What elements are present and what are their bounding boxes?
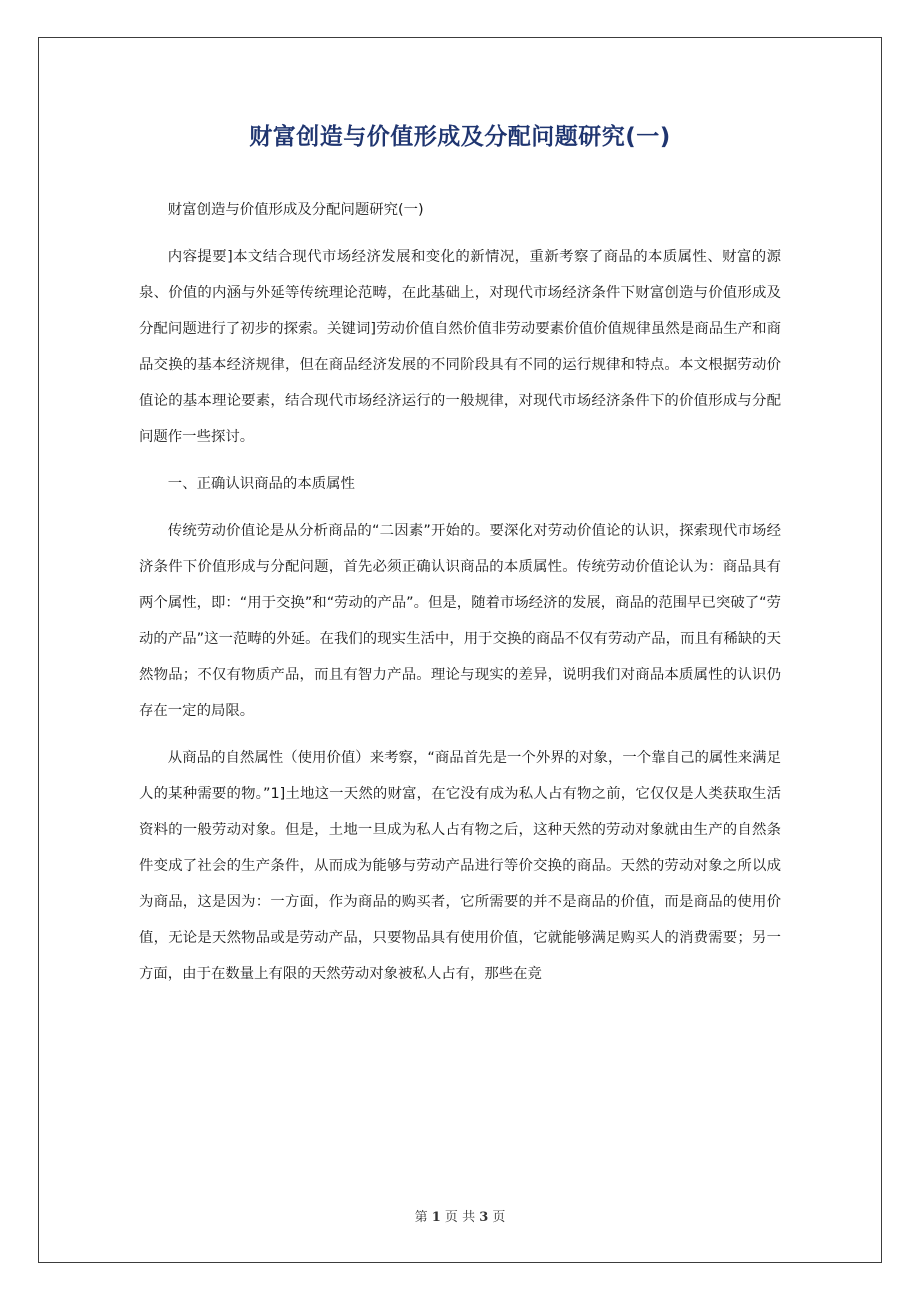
section-heading: 一、正确认识商品的本质属性 — [167, 476, 355, 492]
paragraph-body: 传统劳动价值论是从分析商品的“二因素”开始的。要深化对劳动价值论的认识，探索现代市场经济条件下价值形成与分配问题，首先必须正确认识商品的本质属性。传统劳动价值论认为：商品具有两个属性，即：“用于交换”和“劳动的产品”。但是，随着市场经济的发展，商品的范围早已突破了“劳动的产品”这一范畴的外延。在我们的现实生活中，用于交换的商品不仅有劳动产品，而且有稀缺的天然物品；不仅有物质产品，而且有智力产品。理论与现实的差异，说明我们对商品本质属性的认识仍存在一定的局限。 — [139, 523, 781, 719]
page-prefix: 第 — [414, 1210, 428, 1225]
paragraph-abstract: 内容提要]本文结合现代市场经济发展和变化的新情况，重新考察了商品的本质属性、财富的源泉、价值的内涵与外延等传统理论范畴，在此基础上，对现代市场经济条件下财富创造与价值形成及分配问题进行了初步的探索。关键词]劳动价值自然价值非劳动要素价值价值规律虽然是商品生产和商品交换的基本经济规律，但在商品经济发展的不同阶段具有不同的运行规律和特点。本文根据劳动价值论的基本理论要素，结合现代市场经济运行的一般规律，对现代市场经济条件下的价值形成与分配问题作一些探讨。 — [139, 249, 781, 445]
document-title: 财富创造与价值形成及分配问题研究(一) — [249, 124, 671, 150]
paragraph-body: 从商品的自然属性（使用价值）来考察，“商品首先是一个外界的对象，一个靠自己的属性来满足人的某种需要的物。”1]土地这一天然的财富，在它没有成为私人占有物之前，它仅仅是人类获取生活资料的一般劳动对象。但是，土地一旦成为私人占有物之后，这种天然的劳动对象就由生产的自然条件变成了社会的生产条件，从而成为能够与劳动产品进行等价交换的商品。天然的劳动对象之所以成为商品，这是因为：一方面，作为商品的购买者，它所需要的并不是商品的价值，而是商品的使用价值，无论是天然物品或是劳动产品，只要物品具有使用价值，它就能够满足购买人的消费需要；另一方面，由于在数量上有限的天然劳动对象被私人占有，那些在竞 — [139, 750, 781, 982]
page-footer — [38, 1206, 882, 1225]
paragraph-subtitle: 财富创造与价值形成及分配问题研究(一) — [167, 202, 424, 218]
page-unit: 页 — [444, 1210, 458, 1225]
document-body — [139, 192, 781, 1003]
page-number-current: 1 — [431, 1210, 441, 1225]
total-unit: 页 — [492, 1210, 506, 1225]
page-number-total: 3 — [479, 1210, 489, 1225]
total-prefix: 共 — [462, 1210, 476, 1225]
